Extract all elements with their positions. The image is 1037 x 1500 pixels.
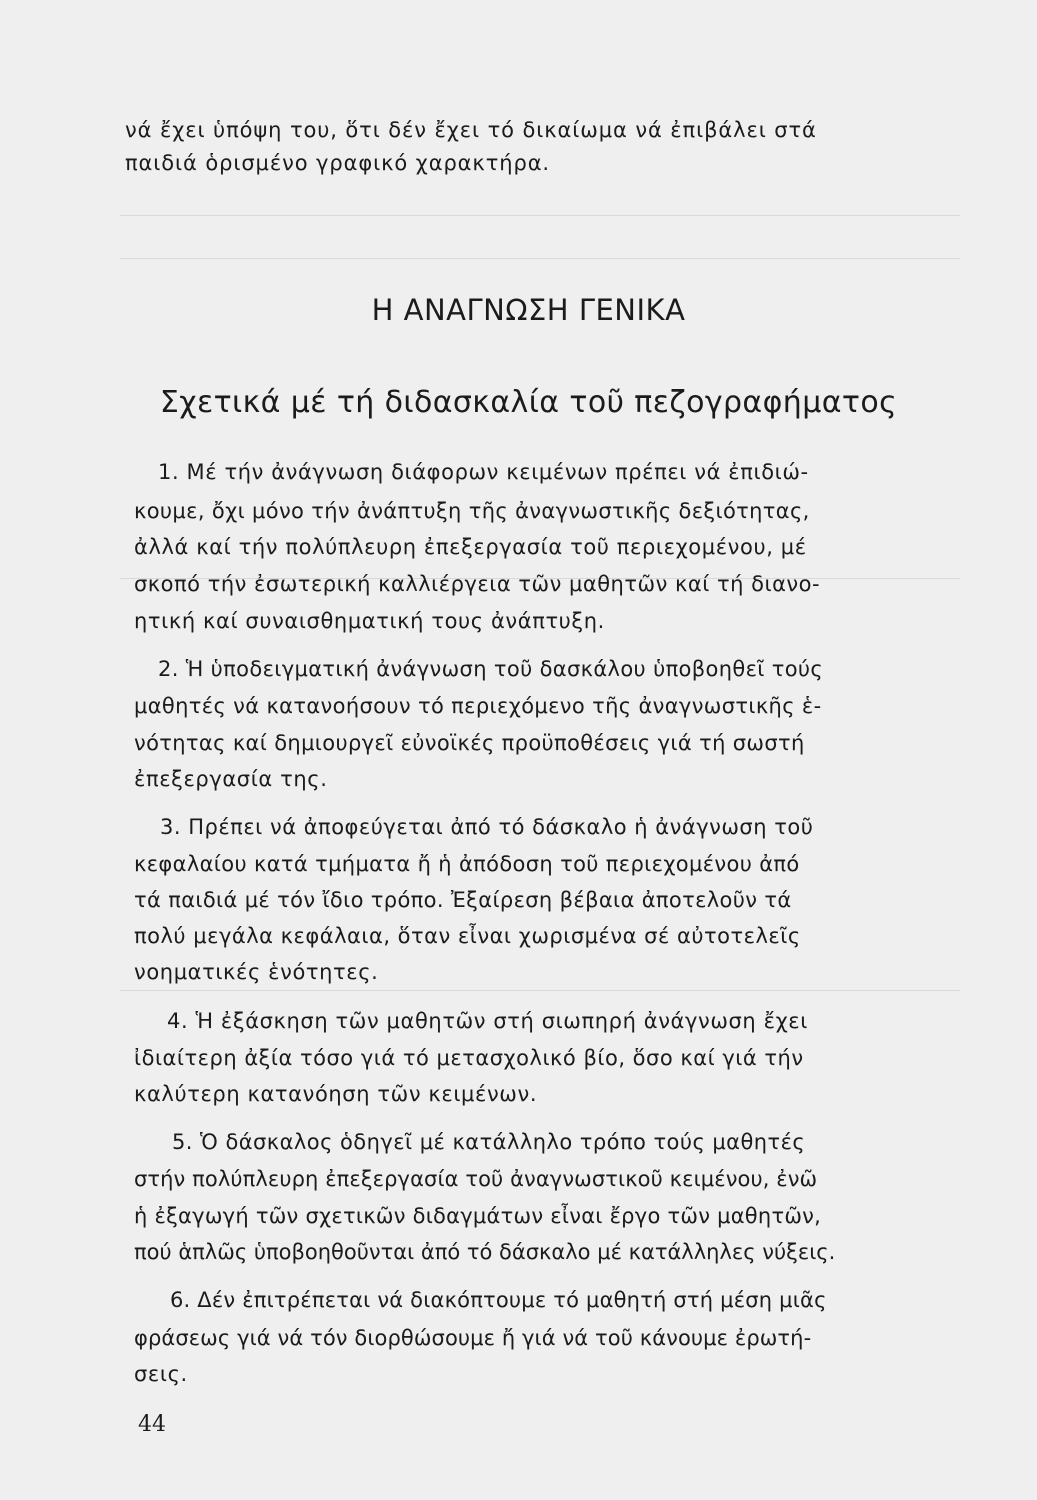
paragraph-2-line-4: ἐπεξεργασία της. [134, 767, 328, 791]
intro-line-2: παιδιά ὁρισμένο γραφικό χαρακτήρα. [125, 151, 551, 175]
paragraph-3-line-4: πολύ μεγάλα κεφάλαια, ὅταν εἶναι χωρισμένα σέ αὐτοτελεῖς [134, 924, 801, 948]
paragraph-6-line-1: 6. Δέν ἐπιτρέπεται νά διακόπτουμε τό μαθητή στή μέση μιᾶς [170, 1288, 827, 1312]
paragraph-4-line-1: 4. Ἡ ἐξάσκηση τῶν μαθητῶν στή σιωπηρή ἀνάγνωση ἔχει [167, 1009, 808, 1033]
paragraph-6-line-2: φράσεως γιά νά τόν διορθώσουμε ἤ γιά νά τοῦ κάνουμε ἐρωτή- [134, 1326, 812, 1350]
paragraph-5-line-4: πού ἁπλῶς ὑποβοηθοῦνται ἀπό τό δάσκαλο μέ κατάλληλες νύξεις. [134, 1240, 836, 1264]
page-number: 44 [138, 1412, 166, 1437]
paragraph-6-line-3: σεις. [134, 1362, 188, 1386]
section-subtitle: Σχετικά μέ τή διδασκαλία τοῦ πεζογραφήματος [159, 385, 898, 420]
paragraph-3-line-1: 3. Πρέπει νά ἀποφεύγεται ἀπό τό δάσκαλο ἡ ἀνάγνωση τοῦ [160, 815, 814, 839]
bleed-through-line [120, 215, 960, 216]
paragraph-1-line-4: σκοπό τήν ἐσωτερική καλλιέργεια τῶν μαθητῶν καί τή διανο- [134, 572, 821, 596]
paragraph-1-line-1: 1. Μέ τήν ἀνάγνωση διάφορων κειμένων πρέπει νά ἐπιδιώ- [158, 460, 809, 484]
paragraph-4-line-2: ἰδιαίτερη ἀξία τόσο γιά τό μετασχολικό βίο, ὅσο καί γιά τήν [134, 1046, 804, 1070]
paragraph-2-line-3: νότητας καί δημιουργεῖ εὐνοϊκές προϋποθέσεις γιά τή σωστή [134, 731, 805, 755]
paragraph-2-line-2: μαθητές νά κατανοήσουν τό περιεχόμενο τῆς ἀναγνωστικῆς ἑ- [134, 694, 822, 718]
paragraph-5-line-2: στήν πολύπλευρη ἐπεξεργασία τοῦ ἀναγνωστικοῦ κειμένου, ἐνῶ [134, 1167, 818, 1191]
paragraph-4-line-3: καλύτερη κατανόηση τῶν κειμένων. [134, 1082, 538, 1106]
section-title: Η ΑΝΑΓΝΩΣΗ ΓΕΝΙΚΑ [371, 293, 686, 327]
paragraph-1-line-2: κουμε, ὄχι μόνο τήν ἀνάπτυξη τῆς ἀναγνωστικῆς δεξιότητας, [134, 499, 810, 523]
paragraph-5-line-1: 5. Ὁ δάσκαλος ὁδηγεῖ μέ κατάλληλο τρόπο τούς μαθητές [172, 1130, 806, 1154]
paragraph-3-line-2: κεφαλαίου κατά τμήματα ἤ ἡ ἀπόδοση τοῦ περιεχομένου ἀπό [134, 852, 800, 876]
bleed-through-line [120, 990, 960, 991]
intro-line-1: νά ἔχει ὑπόψη του, ὅτι δέν ἔχει τό δικαίωμα νά ἐπιβάλει στά [125, 118, 817, 142]
paragraph-3-line-5: νοηματικές ἑνότητες. [134, 960, 379, 984]
paragraph-2-line-1: 2. Ἡ ὑποδειγματική ἀνάγνωση τοῦ δασκάλου ὑποβοηθεῖ τούς [158, 657, 824, 681]
paragraph-3-line-3: τά παιδιά μέ τόν ἴδιο τρόπο. Ἐξαίρεση βέβαια ἀποτελοῦν τά [134, 888, 792, 912]
paragraph-5-line-3: ἡ ἐξαγωγή τῶν σχετικῶν διδαγμάτων εἶναι ἔργο τῶν μαθητῶν, [134, 1204, 822, 1228]
bleed-through-line [120, 258, 960, 259]
paragraph-1-line-3: ἀλλά καί τήν πολύπλευρη ἐπεξεργασία τοῦ περιεχομένου, μέ [134, 535, 807, 559]
paragraph-1-line-5: ητική καί συναισθηματική τους ἀνάπτυξη. [134, 609, 605, 633]
